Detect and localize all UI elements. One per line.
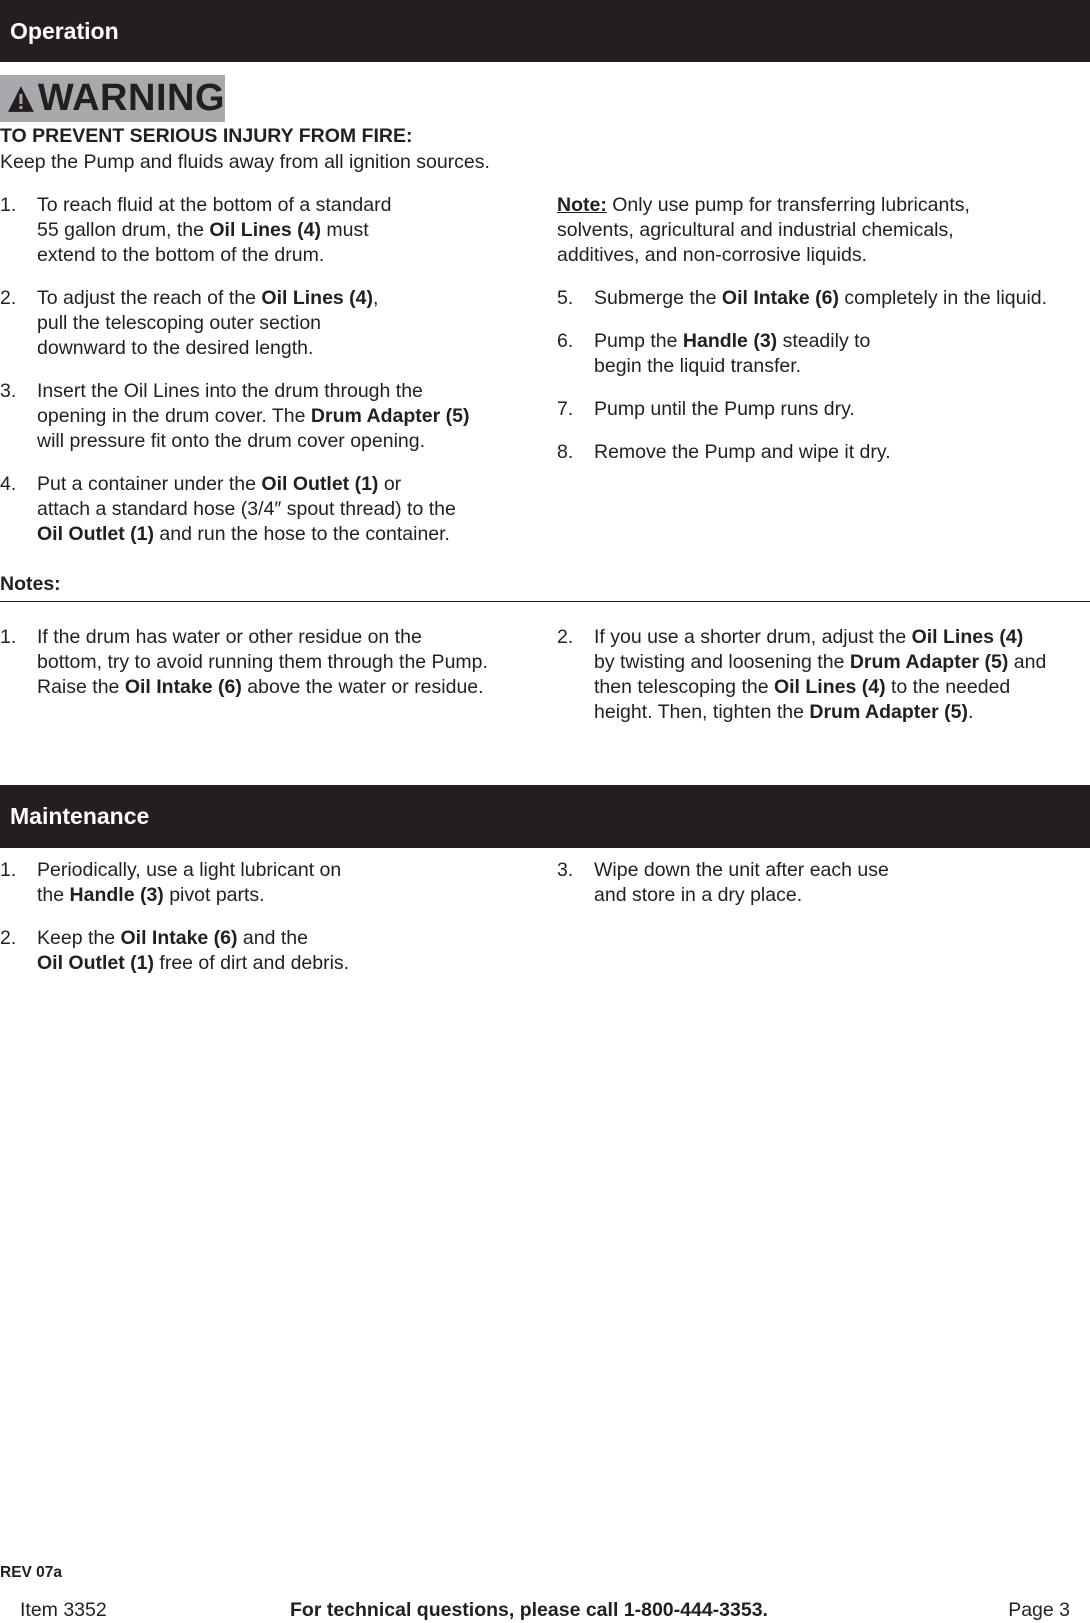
operation-steps-left xyxy=(0,193,540,565)
step-item xyxy=(557,286,1090,311)
step-text-line: Raise the Oil Intake (6) above the water or residue. xyxy=(37,676,484,698)
part-reference: Drum Adapter (5) xyxy=(310,405,470,427)
step-number: 2. xyxy=(557,626,574,648)
note-label: Note: xyxy=(557,194,607,216)
part-reference: Oil Intake (6) xyxy=(124,676,242,698)
step-number: 5. xyxy=(557,287,574,309)
step-item xyxy=(557,329,1090,379)
step-text-line: by twisting and loosening the Drum Adapter (5) and xyxy=(594,651,1047,673)
step-text-line: the Handle (3) pivot parts. xyxy=(37,884,265,906)
step-text-line: Periodically, use a light lubricant on xyxy=(37,859,342,881)
step-text-line: Pump the Handle (3) steadily to xyxy=(594,330,871,352)
step-item xyxy=(0,625,540,700)
step-item xyxy=(557,397,1090,422)
step-text-line: To adjust the reach of the Oil Lines (4), xyxy=(37,287,379,309)
step-text-line: attach a standard hose (3/4″ spout thread) to the xyxy=(37,498,456,520)
step-text-line: If the drum has water or other residue on the xyxy=(37,626,422,648)
step-number: 2. xyxy=(0,287,17,309)
step-number: 8. xyxy=(557,441,574,463)
step-text-line: then telescoping the Oil Lines (4) to the needed xyxy=(594,676,1011,698)
step-item xyxy=(557,440,1090,465)
step-text-line: Put a container under the Oil Outlet (1) or xyxy=(37,473,402,495)
revision-label: REV 07a xyxy=(0,1564,63,1581)
step-text-line: bottom, try to avoid running them through the Pump. xyxy=(37,651,488,673)
step-text-line: height. Then, tighten the Drum Adapter (5). xyxy=(594,701,974,723)
part-reference: Handle (3) xyxy=(682,330,778,352)
step-text-line: and store in a dry place. xyxy=(594,884,803,906)
step-item xyxy=(557,858,1090,908)
part-reference: Oil Outlet (1) xyxy=(37,952,154,974)
operation-steps-right-list xyxy=(557,286,1090,465)
step-number: 7. xyxy=(557,398,574,420)
step-item xyxy=(0,286,540,361)
notes-right xyxy=(557,625,1090,743)
step-number: 6. xyxy=(557,330,574,352)
step-text-line: Oil Outlet (1) and run the hose to the container. xyxy=(37,523,450,545)
note-line: solvents, agricultural and industrial chemicals, xyxy=(557,219,954,241)
notes-heading: Notes: xyxy=(0,573,61,595)
part-reference: Oil Lines (4) xyxy=(911,626,1024,648)
step-text-line: Keep the Oil Intake (6) and the xyxy=(37,927,308,949)
part-reference: Oil Intake (6) xyxy=(120,927,238,949)
operation-note xyxy=(557,193,1090,268)
step-number: 1. xyxy=(0,859,17,881)
step-text-line: Oil Outlet (1) free of dirt and debris. xyxy=(37,952,350,974)
step-item xyxy=(0,926,540,976)
operation-header xyxy=(0,0,1090,62)
part-reference: Oil Intake (6) xyxy=(721,287,839,309)
step-number: 3. xyxy=(0,380,17,402)
operation-title: Operation xyxy=(10,17,119,44)
part-reference: Oil Lines (4) xyxy=(261,287,374,309)
maintenance-title: Maintenance xyxy=(10,803,150,829)
step-text-line: downward to the desired length. xyxy=(37,337,314,359)
warning-text: Keep the Pump and fluids away from all ignition sources. xyxy=(0,151,490,173)
step-number: 1. xyxy=(0,626,17,648)
part-reference: Oil Lines (4) xyxy=(209,219,321,241)
part-reference: Oil Outlet (1) xyxy=(261,473,379,495)
step-text-line: begin the liquid transfer. xyxy=(594,355,802,377)
step-text-line: If you use a shorter drum, adjust the Oil Lines (4) xyxy=(594,626,1024,648)
warning-heading: TO PREVENT SERIOUS INJURY FROM FIRE: xyxy=(0,125,413,147)
step-item xyxy=(0,193,540,268)
step-text-line: pull the telescoping outer section xyxy=(37,312,322,334)
step-item xyxy=(557,625,1090,725)
notes-divider xyxy=(0,601,1090,602)
step-text-line: Submerge the Oil Intake (6) completely in the liquid. xyxy=(594,287,1048,309)
maintenance-header xyxy=(0,785,1090,848)
part-reference: Drum Adapter (5) xyxy=(809,701,968,723)
step-number: 4. xyxy=(0,473,17,495)
step-number: 2. xyxy=(0,927,17,949)
note-line: Note: Only use pump for transferring lubricants, xyxy=(557,194,970,216)
warning-banner xyxy=(0,75,225,122)
step-text-line: Wipe down the unit after each use xyxy=(594,859,889,881)
maintenance-right xyxy=(557,858,1090,926)
step-text-line: Pump until the Pump runs dry. xyxy=(594,398,855,420)
step-text-line: To reach fluid at the bottom of a standard xyxy=(37,194,392,216)
part-reference: Drum Adapter (5) xyxy=(849,651,1009,673)
step-text-line: opening in the drum cover. The Drum Adapter (5) xyxy=(37,405,470,427)
footer-tech-support: For technical questions, please call 1-800-444-3353. xyxy=(290,1599,768,1621)
part-reference: Oil Outlet (1) xyxy=(37,523,154,545)
warning-label: WARNING xyxy=(37,77,225,119)
warning-triangle-icon xyxy=(6,83,36,115)
part-reference: Oil Lines (4) xyxy=(773,676,886,698)
step-item xyxy=(0,472,540,547)
step-number: 3. xyxy=(557,859,574,881)
step-text-line: Insert the Oil Lines into the drum through the xyxy=(37,380,423,402)
step-text-line: will pressure fit onto the drum cover opening. xyxy=(37,430,426,452)
note-line: additives, and non-corrosive liquids. xyxy=(557,244,868,266)
notes-left xyxy=(0,625,540,718)
footer-page-number: Page 3 xyxy=(1008,1599,1070,1621)
part-reference: Handle (3) xyxy=(69,884,164,906)
operation-steps-right xyxy=(557,193,1090,483)
step-item xyxy=(0,379,540,454)
step-number: 1. xyxy=(0,194,17,216)
step-text-line: extend to the bottom of the drum. xyxy=(37,244,325,266)
maintenance-left xyxy=(0,858,540,994)
step-item xyxy=(0,858,540,908)
step-text-line: Remove the Pump and wipe it dry. xyxy=(594,441,891,463)
step-text-line: 55 gallon drum, the Oil Lines (4) must xyxy=(37,219,369,241)
footer-item-number: Item 3352 xyxy=(20,1599,107,1621)
